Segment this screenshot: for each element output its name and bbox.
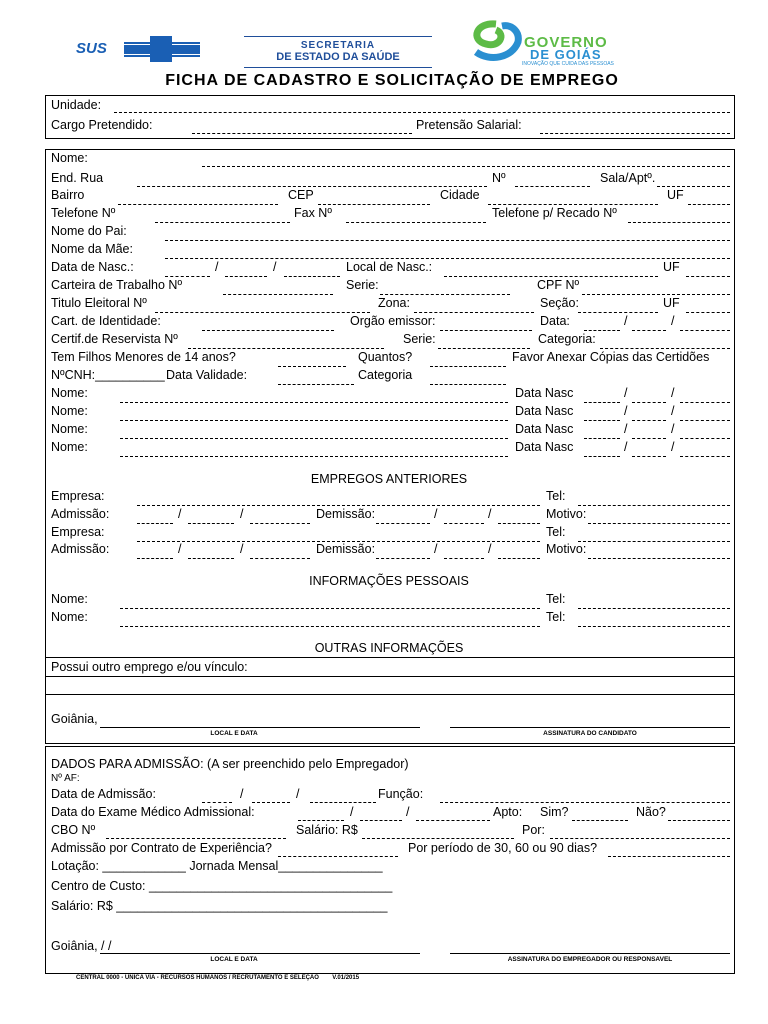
fax-label: Fax Nº [294, 206, 332, 220]
cidade-label: Cidade [440, 188, 480, 202]
data-year-field[interactable] [680, 330, 730, 331]
identidade-label: Cart. de Identidade: [51, 314, 161, 328]
telefone-recado-field[interactable] [628, 222, 730, 223]
salario-field[interactable] [362, 838, 514, 839]
sus-logo [76, 36, 202, 66]
end-rua-field[interactable] [137, 186, 487, 187]
numero-label: Nº [492, 171, 506, 185]
tel-field[interactable] [578, 541, 730, 542]
categoria-label: Categoria: [538, 332, 596, 346]
tel-label: Tel: [546, 525, 566, 539]
nao-field[interactable] [668, 820, 730, 821]
exame-year[interactable] [416, 820, 490, 821]
admissao-day[interactable] [137, 523, 173, 524]
data-admissao-label: Data de Admissão: [51, 787, 156, 801]
sala-label: Sala/Aptº. [600, 171, 656, 185]
sus-text: SUS [76, 40, 107, 57]
data-nasc-label: Data Nasc [515, 440, 574, 454]
slash: / [273, 260, 277, 274]
zona-field[interactable] [414, 312, 534, 313]
empresa-label: Empresa: [51, 489, 105, 503]
funcao-field[interactable] [440, 802, 730, 803]
assinatura-line[interactable] [450, 953, 730, 954]
local-data-line[interactable] [100, 727, 420, 728]
uf-field[interactable] [688, 204, 730, 205]
data-label: Data: [540, 314, 570, 328]
tel-field[interactable] [578, 626, 730, 627]
slash: / [240, 542, 244, 556]
nome-field[interactable] [120, 608, 540, 609]
secao-label: Seção: [540, 296, 579, 310]
numero-field[interactable] [515, 186, 590, 187]
slash: / [624, 404, 628, 418]
nome-candidato-label: Nome: [51, 151, 88, 165]
slash: / [488, 542, 492, 556]
goiania-label: Goiânia, / / [51, 939, 112, 953]
day-field[interactable] [584, 420, 620, 421]
por-field[interactable] [550, 838, 730, 839]
year-field[interactable] [680, 456, 730, 457]
carteira-label: Carteira de Trabalho Nº [51, 278, 183, 292]
categoria2-label: Categoria [358, 368, 413, 382]
naf-label: Nº AF: [51, 773, 80, 784]
anexar-label: Favor Anexar Cópias das Certidões [512, 350, 710, 364]
tel-field[interactable] [578, 505, 730, 506]
quantos-label: Quantos? [358, 350, 413, 364]
fax-field[interactable] [346, 222, 486, 223]
month-field[interactable] [632, 402, 666, 403]
salario-label: Salário: R$ [296, 823, 358, 837]
uf-label: UF [663, 296, 680, 310]
day-field[interactable] [584, 402, 620, 403]
cbo-field[interactable] [106, 838, 286, 839]
identidade-field[interactable] [202, 330, 334, 331]
tel-field[interactable] [578, 608, 730, 609]
demissao-label: Demissão: [316, 507, 376, 521]
reservista-label: Certif.de Reservista Nº [51, 332, 178, 346]
admissao-year[interactable] [250, 523, 310, 524]
cpf-label: CPF Nº [537, 278, 580, 292]
month-field[interactable] [632, 456, 666, 457]
slash: / [434, 507, 438, 521]
demissao-year[interactable] [498, 523, 540, 524]
month-field[interactable] [632, 420, 666, 421]
slash: / [406, 805, 410, 819]
exame-label: Data do Exame Médico Admissional: [51, 805, 255, 819]
sala-field[interactable] [657, 186, 730, 187]
demissao-month[interactable] [444, 523, 484, 524]
admissao-day[interactable] [137, 558, 173, 559]
goiania-label: Goiânia, [51, 712, 98, 726]
footer-text: CENTRAL 0000 - UNICA VIA - RECURSOS HUMANOS / RECRUTAMENTO E SELEÇÃO V.01/2015 [76, 975, 360, 981]
telefone-label: Telefone Nº [51, 206, 116, 220]
nome-pai-field[interactable] [165, 240, 730, 241]
apto-label: Apto: [493, 805, 523, 819]
bairro-field[interactable] [118, 204, 278, 205]
nome-label: Nome: [51, 386, 88, 400]
slash: / [296, 787, 300, 801]
nome-field[interactable] [120, 626, 540, 627]
divider [45, 676, 734, 677]
cidade-field[interactable] [488, 204, 658, 205]
nao-label: Não? [636, 805, 666, 819]
year-field[interactable] [680, 420, 730, 421]
unidade-field[interactable] [114, 112, 730, 113]
nome-field[interactable] [120, 456, 508, 457]
data-nasc-month-field[interactable] [225, 276, 267, 277]
admissao-month[interactable] [188, 558, 234, 559]
serie2-field[interactable] [438, 348, 530, 349]
slash: / [350, 805, 354, 819]
slash: / [671, 440, 675, 454]
nome-mae-label: Nome da Mãe: [51, 242, 133, 256]
centro-custo-label: Centro de Custo: ___________________________________ [51, 879, 393, 893]
lotacao-label: Lotação: ____________ Jornada Mensal_______________ [51, 859, 383, 873]
day-field[interactable] [584, 456, 620, 457]
motivo-label: Motivo: [546, 507, 587, 521]
empresa-field[interactable] [137, 505, 540, 506]
demissao-label: Demissão: [316, 542, 376, 556]
vinculo-label: Possui outro emprego e/ou vínculo: [51, 660, 248, 674]
gov-line2: DE GOIÁS [530, 47, 602, 62]
carteira-field[interactable] [223, 294, 333, 295]
tel-label: Tel: [546, 489, 566, 503]
slash: / [434, 542, 438, 556]
end-rua-label: End. Rua [51, 171, 104, 185]
pessoais-heading: INFORMAÇÕES PESSOAIS [309, 574, 469, 588]
orgao-label: Orgão emissor: [350, 314, 436, 328]
slash: / [624, 422, 628, 436]
categoria2-field[interactable] [430, 384, 506, 385]
data-validade-label: Data Validade: [166, 368, 248, 382]
periodo-field[interactable] [608, 856, 730, 857]
titulo-field[interactable] [155, 312, 370, 313]
cpf-field[interactable] [582, 294, 730, 295]
admissao-label: Admissão: [51, 507, 110, 521]
secao-field[interactable] [578, 312, 658, 313]
sim-field[interactable] [572, 820, 628, 821]
serie2-label: Serie: [403, 332, 436, 346]
zona-label: Zona: [378, 296, 410, 310]
nome-mae-field[interactable] [165, 258, 730, 259]
cep-field[interactable] [318, 204, 430, 205]
admissao-year[interactable] [250, 558, 310, 559]
data-nasc-label: Data Nasc [515, 404, 574, 418]
slash: / [671, 314, 675, 328]
unidade-label: Unidade: [51, 98, 102, 112]
data-month-field[interactable] [632, 330, 666, 331]
empresa-label: Empresa: [51, 525, 105, 539]
slash: / [178, 507, 182, 521]
slash: / [240, 787, 244, 801]
contrato-label: Admissão por Contrato de Experiência? [51, 841, 272, 855]
titulo-label: Titulo Eleitoral Nº [51, 296, 147, 310]
salario2-label: Salário: R$ _______________________________________ [51, 899, 388, 913]
nome-field[interactable] [120, 420, 508, 421]
data-admissao-month[interactable] [252, 802, 290, 803]
data-nasc-label: Data Nasc [515, 422, 574, 436]
orgao-field[interactable] [440, 330, 532, 331]
filhos-field[interactable] [278, 366, 346, 367]
nome-label: Nome: [51, 404, 88, 418]
demissao-year[interactable] [498, 558, 540, 559]
divider [45, 657, 734, 658]
year-field[interactable] [680, 438, 730, 439]
gov-tagline: INOVAÇÃO QUE CUIDA DAS PESSOAS [522, 61, 614, 67]
uf-field[interactable] [686, 276, 730, 277]
uf-field[interactable] [686, 312, 730, 313]
tel-label: Tel: [546, 592, 566, 606]
contrato-field[interactable] [278, 856, 398, 857]
slash: / [671, 386, 675, 400]
motivo-label: Motivo: [546, 542, 587, 556]
cbo-label: CBO Nº [51, 823, 96, 837]
nome-candidato-field[interactable] [202, 166, 730, 167]
periodo-label: Por período de 30, 60 ou 90 dias? [408, 841, 598, 855]
pretensao-field[interactable] [540, 133, 730, 134]
slash: / [624, 440, 628, 454]
quantos-field[interactable] [430, 366, 506, 367]
slash: / [178, 542, 182, 556]
data-validade-field[interactable] [278, 384, 354, 385]
exame-month[interactable] [360, 820, 402, 821]
assinatura-line[interactable] [450, 727, 730, 728]
empregos-heading: EMPREGOS ANTERIORES [310, 472, 468, 486]
data-admissao-year[interactable] [310, 802, 376, 803]
divider [45, 694, 734, 695]
cargo-field[interactable] [192, 133, 412, 134]
local-nasc-label: Local de Nasc.: [346, 260, 433, 274]
outras-heading: OUTRAS INFORMAÇÕES [314, 641, 464, 655]
telefone-recado-label: Telefone p/ Recado Nº [492, 206, 617, 220]
assinatura-caption: ASSINATURA DO CANDIDATO [543, 730, 637, 737]
motivo-field[interactable] [588, 523, 730, 524]
nome-pai-label: Nome do Pai: [51, 224, 127, 238]
cargo-label: Cargo Pretendido: [51, 118, 153, 132]
cnh-label: NºCNH:__________ [51, 368, 165, 382]
slash: / [488, 507, 492, 521]
local-nasc-field[interactable] [444, 276, 658, 277]
data-nasc-label: Data Nasc [515, 386, 574, 400]
year-field[interactable] [680, 402, 730, 403]
data-nasc-label: Data de Nasc.: [51, 260, 134, 274]
demissao-month[interactable] [444, 558, 484, 559]
day-field[interactable] [584, 438, 620, 439]
local-data-line[interactable] [100, 953, 420, 954]
cross-icon [124, 36, 200, 62]
admissao-heading: DADOS PARA ADMISSÃO: (A ser preenchido pelo Empregador) [51, 757, 409, 771]
nome-field[interactable] [120, 402, 508, 403]
slash: / [215, 260, 219, 274]
tel-label: Tel: [546, 610, 566, 624]
uf-label: UF [667, 188, 684, 202]
gov-line1: GOVERNO [524, 34, 608, 51]
reservista-field[interactable] [188, 348, 384, 349]
nome-label: Nome: [51, 422, 88, 436]
local-data-caption: LOCAL E DATA [210, 956, 258, 963]
admissao-month[interactable] [188, 523, 234, 524]
assinatura-caption: ASSINATURA DO EMPREGADOR OU RESPONSAVEL [507, 956, 673, 963]
goias-emblem-icon [466, 18, 526, 64]
local-data-caption: LOCAL E DATA [210, 730, 258, 737]
por-label: Por: [522, 823, 545, 837]
motivo-field[interactable] [588, 558, 730, 559]
nome-label: Nome: [51, 610, 88, 624]
sim-label: Sim? [540, 805, 569, 819]
slash: / [671, 404, 675, 418]
nome-field[interactable] [120, 438, 508, 439]
bairro-label: Bairro [51, 188, 85, 202]
demissao-day[interactable] [376, 558, 430, 559]
uf-label: UF [663, 260, 680, 274]
funcao-label: Função: [378, 787, 424, 801]
data-admissao-day[interactable] [202, 802, 232, 803]
slash: / [624, 386, 628, 400]
nome-label: Nome: [51, 440, 88, 454]
filhos-label: Tem Filhos Menores de 14 anos? [51, 350, 236, 364]
serie-label: Serie: [346, 278, 379, 292]
governo-goias-logo [466, 18, 662, 66]
admissao-label: Admissão: [51, 542, 110, 556]
data-day-field[interactable] [584, 330, 620, 331]
exame-day[interactable] [298, 820, 344, 821]
data-nasc-day-field[interactable] [165, 276, 210, 277]
data-nasc-year-field[interactable] [284, 276, 340, 277]
secretaria-line2: DE ESTADO DA SAÚDE [276, 51, 400, 63]
secretaria-logo [244, 36, 432, 68]
slash: / [671, 422, 675, 436]
secretaria-line1: SECRETARIA [300, 40, 376, 51]
form-title: FICHA DE CADASTRO E SOLICITAÇÃO DE EMPREGO [165, 72, 619, 89]
slash: / [240, 507, 244, 521]
slash: / [624, 314, 628, 328]
month-field[interactable] [632, 438, 666, 439]
pretensao-label: Pretensão Salarial: [416, 118, 522, 132]
telefone-field[interactable] [155, 222, 290, 223]
cep-label: CEP [288, 188, 314, 202]
categoria-field[interactable] [600, 348, 730, 349]
serie-field[interactable] [380, 294, 510, 295]
nome-label: Nome: [51, 592, 88, 606]
demissao-day[interactable] [376, 523, 430, 524]
